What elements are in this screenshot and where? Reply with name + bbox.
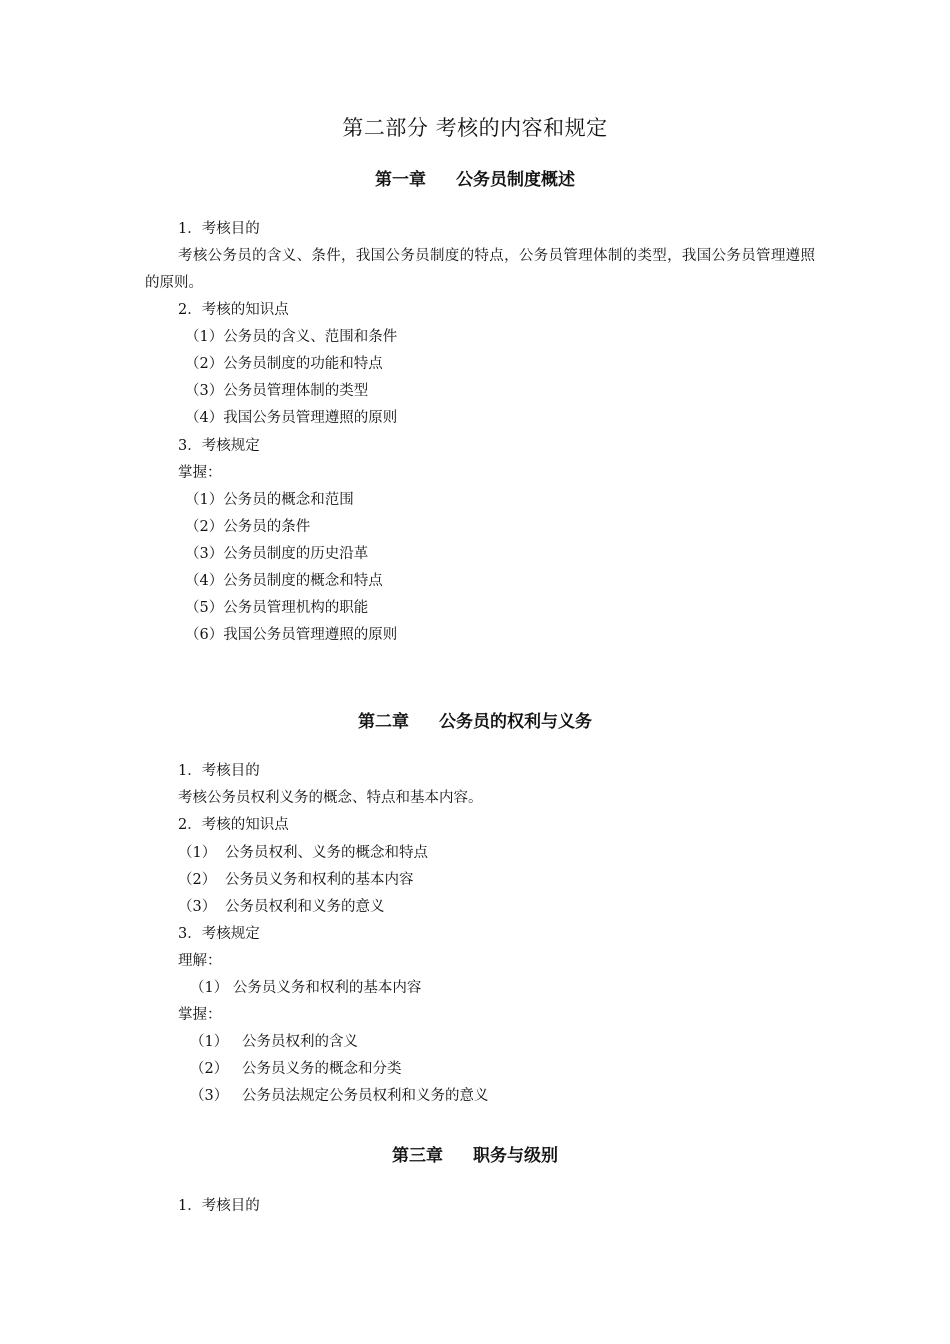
ch1-goal-text: 考核公务员的含义、条件，我国公务员制度的特点，公务员管理体制的类型，我国公务员管理遵照的原则。 (145, 248, 815, 291)
ch1-master-item: （6）我国公务员管理遵照的原则 (185, 627, 398, 643)
chapter-3-heading (0, 1141, 950, 1166)
ch1-rules-heading: 3．考核规定 (178, 438, 260, 454)
ch1-knowledge-item: （4）我国公务员管理遵照的原则 (185, 410, 398, 426)
item-text: 公务员义务的概念和分类 (242, 1061, 402, 1077)
item-marker: （2） (190, 1061, 229, 1077)
item-marker: （1） (178, 845, 217, 861)
item-text: 公务员义务和权利的基本内容 (225, 872, 414, 888)
item-text: 公务员权利的含义 (242, 1034, 358, 1050)
ch1-knowledge-item: （1）公务员的含义、范围和条件 (185, 329, 398, 345)
ch1-master-item: （2）公务员的条件 (185, 519, 311, 535)
part-title: 第二部分 考核的内容和规定 (342, 116, 608, 140)
ch2-knowledge-item (178, 843, 428, 863)
ch2-goal-text: 考核公务员权利义务的概念、特点和基本内容。 (178, 790, 483, 806)
item-marker: （3） (178, 899, 217, 915)
item-marker: （2） (178, 872, 217, 888)
chapter-1-heading (0, 165, 950, 190)
ch2-goal-heading: 1．考核目的 (178, 763, 260, 779)
item-text: 公务员权利和义务的意义 (225, 899, 385, 915)
ch1-master-label: 掌握： (178, 465, 222, 481)
ch2-master-item (190, 1032, 358, 1052)
chapter-2-title: 公务员的权利与义务 (439, 712, 592, 732)
item-marker: （3） (190, 1088, 229, 1104)
chapter-2-number: 第二章 (358, 712, 409, 732)
ch1-knowledge-item: （2）公务员制度的功能和特点 (185, 356, 383, 372)
ch1-master-item: （1）公务员的概念和范围 (185, 492, 354, 508)
chapter-2-heading (0, 707, 950, 732)
ch1-master-item: （4）公务员制度的概念和特点 (185, 573, 383, 589)
ch2-knowledge-item (178, 870, 414, 890)
ch2-knowledge-heading: 2．考核的知识点 (178, 817, 289, 833)
ch1-master-item: （3）公务员制度的历史沿革 (185, 546, 369, 562)
ch1-knowledge-item: （3）公务员管理体制的类型 (185, 383, 369, 399)
ch1-goal-heading: 1．考核目的 (178, 221, 260, 237)
chapter-3-number: 第三章 (392, 1146, 443, 1166)
ch2-understand-label: 理解： (178, 953, 222, 969)
ch3-goal-heading: 1．考核目的 (178, 1198, 260, 1214)
ch2-knowledge-item (178, 897, 385, 917)
ch2-understand-item: （1） 公务员义务和权利的基本内容 (190, 980, 422, 996)
item-text: 公务员权利、义务的概念和特点 (225, 845, 428, 861)
ch2-master-label: 掌握： (178, 1007, 222, 1023)
ch1-master-item: （5）公务员管理机构的职能 (185, 600, 369, 616)
ch2-master-item (190, 1086, 489, 1106)
chapter-3-title: 职务与级别 (473, 1146, 558, 1166)
chapter-1-title: 公务员制度概述 (456, 170, 575, 190)
chapter-1-number: 第一章 (375, 170, 426, 190)
item-marker: （1） (190, 1034, 229, 1050)
ch2-rules-heading: 3．考核规定 (178, 926, 260, 942)
ch2-master-item (190, 1059, 402, 1079)
item-text: 公务员法规定公务员权利和义务的意义 (242, 1088, 489, 1104)
ch1-knowledge-heading: 2．考核的知识点 (178, 302, 289, 318)
